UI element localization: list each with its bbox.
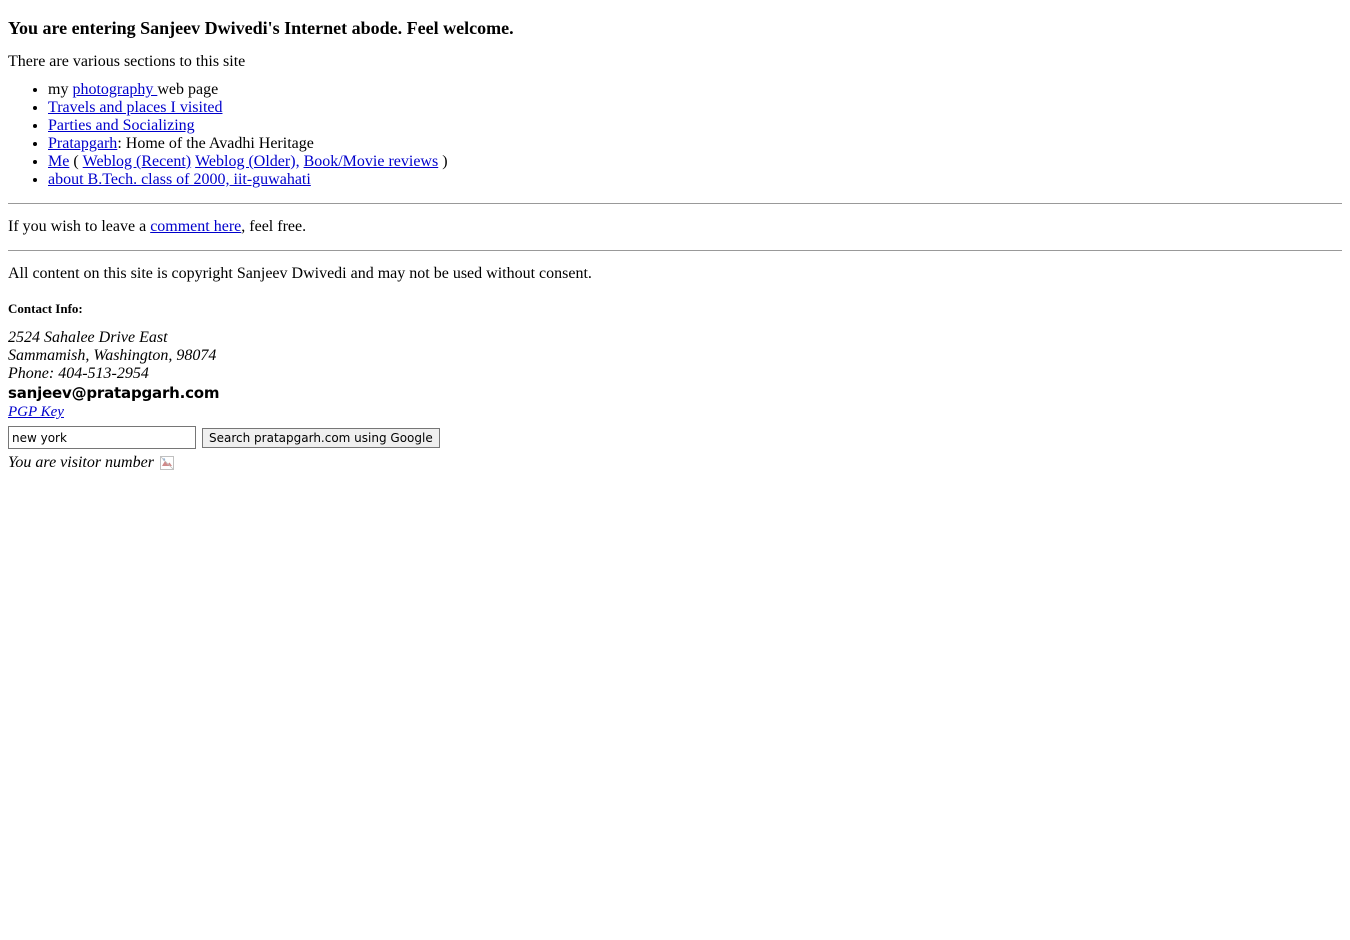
list-item xyxy=(48,81,1342,99)
link-pgp-key[interactable]: PGP Key xyxy=(8,404,64,420)
photography-prefix: my xyxy=(48,81,73,98)
list-item xyxy=(48,171,1342,189)
link-parties[interactable]: Parties and Socializing xyxy=(48,117,195,134)
pgp-key-line xyxy=(8,403,1342,422)
comment-line xyxy=(8,218,1342,236)
pratapgarh-suffix: : Home of the Avadhi Heritage xyxy=(117,135,314,152)
link-me[interactable]: Me xyxy=(48,153,70,170)
intro-text: There are various sections to this site xyxy=(8,53,246,70)
contact-heading: Contact Info: xyxy=(8,301,83,316)
sections-list xyxy=(8,81,1342,189)
link-about-btech[interactable]: about B.Tech. class of 2000, iit-guwahati xyxy=(48,171,311,188)
link-weblog-recent[interactable]: Weblog (Recent) xyxy=(82,153,192,170)
list-item xyxy=(48,117,1342,135)
photography-suffix: web page xyxy=(157,81,219,98)
page-title: You are entering Sanjeev Dwivedi's Internet abode. Feel welcome. xyxy=(8,18,514,38)
link-travels[interactable]: Travels and places I visited xyxy=(48,99,223,116)
visitor-label: You are visitor number xyxy=(8,454,154,471)
search-input[interactable] xyxy=(8,426,196,449)
link-comment-here[interactable]: comment here xyxy=(150,218,242,235)
contact-address xyxy=(8,329,1342,383)
search-button[interactable]: Search pratapgarh.com using Google xyxy=(202,428,440,448)
me-open-paren: ( xyxy=(73,153,79,170)
broken-image-icon xyxy=(160,456,174,470)
link-weblog-older[interactable]: Weblog (Older), xyxy=(195,153,300,170)
link-book-movie-reviews[interactable]: Book/Movie reviews xyxy=(303,153,439,170)
divider-bottom xyxy=(8,250,1342,251)
visitor-counter-row xyxy=(8,454,1342,472)
address-line-1: 2524 Sahalee Drive East xyxy=(8,329,168,346)
phone-line: Phone: 404-513-2954 xyxy=(8,365,149,382)
comment-before: If you wish to leave a xyxy=(8,218,151,235)
comment-after: , feel free. xyxy=(241,218,307,235)
address-line-2: Sammamish, Washington, 98074 xyxy=(8,347,217,364)
list-item xyxy=(48,153,1342,171)
link-photography[interactable]: photography xyxy=(72,81,158,98)
divider-top xyxy=(8,203,1342,204)
search-form xyxy=(8,426,1342,449)
copyright-text: All content on this site is copyright Sanjeev Dwivedi and may not be used without consent. xyxy=(8,265,592,282)
email-address: sanjeev@pratapgarh.com xyxy=(8,384,220,402)
list-item xyxy=(48,99,1342,117)
list-item xyxy=(48,135,1342,153)
link-pratapgarh[interactable]: Pratapgarh xyxy=(48,135,118,152)
me-close-paren: ) xyxy=(442,153,448,170)
